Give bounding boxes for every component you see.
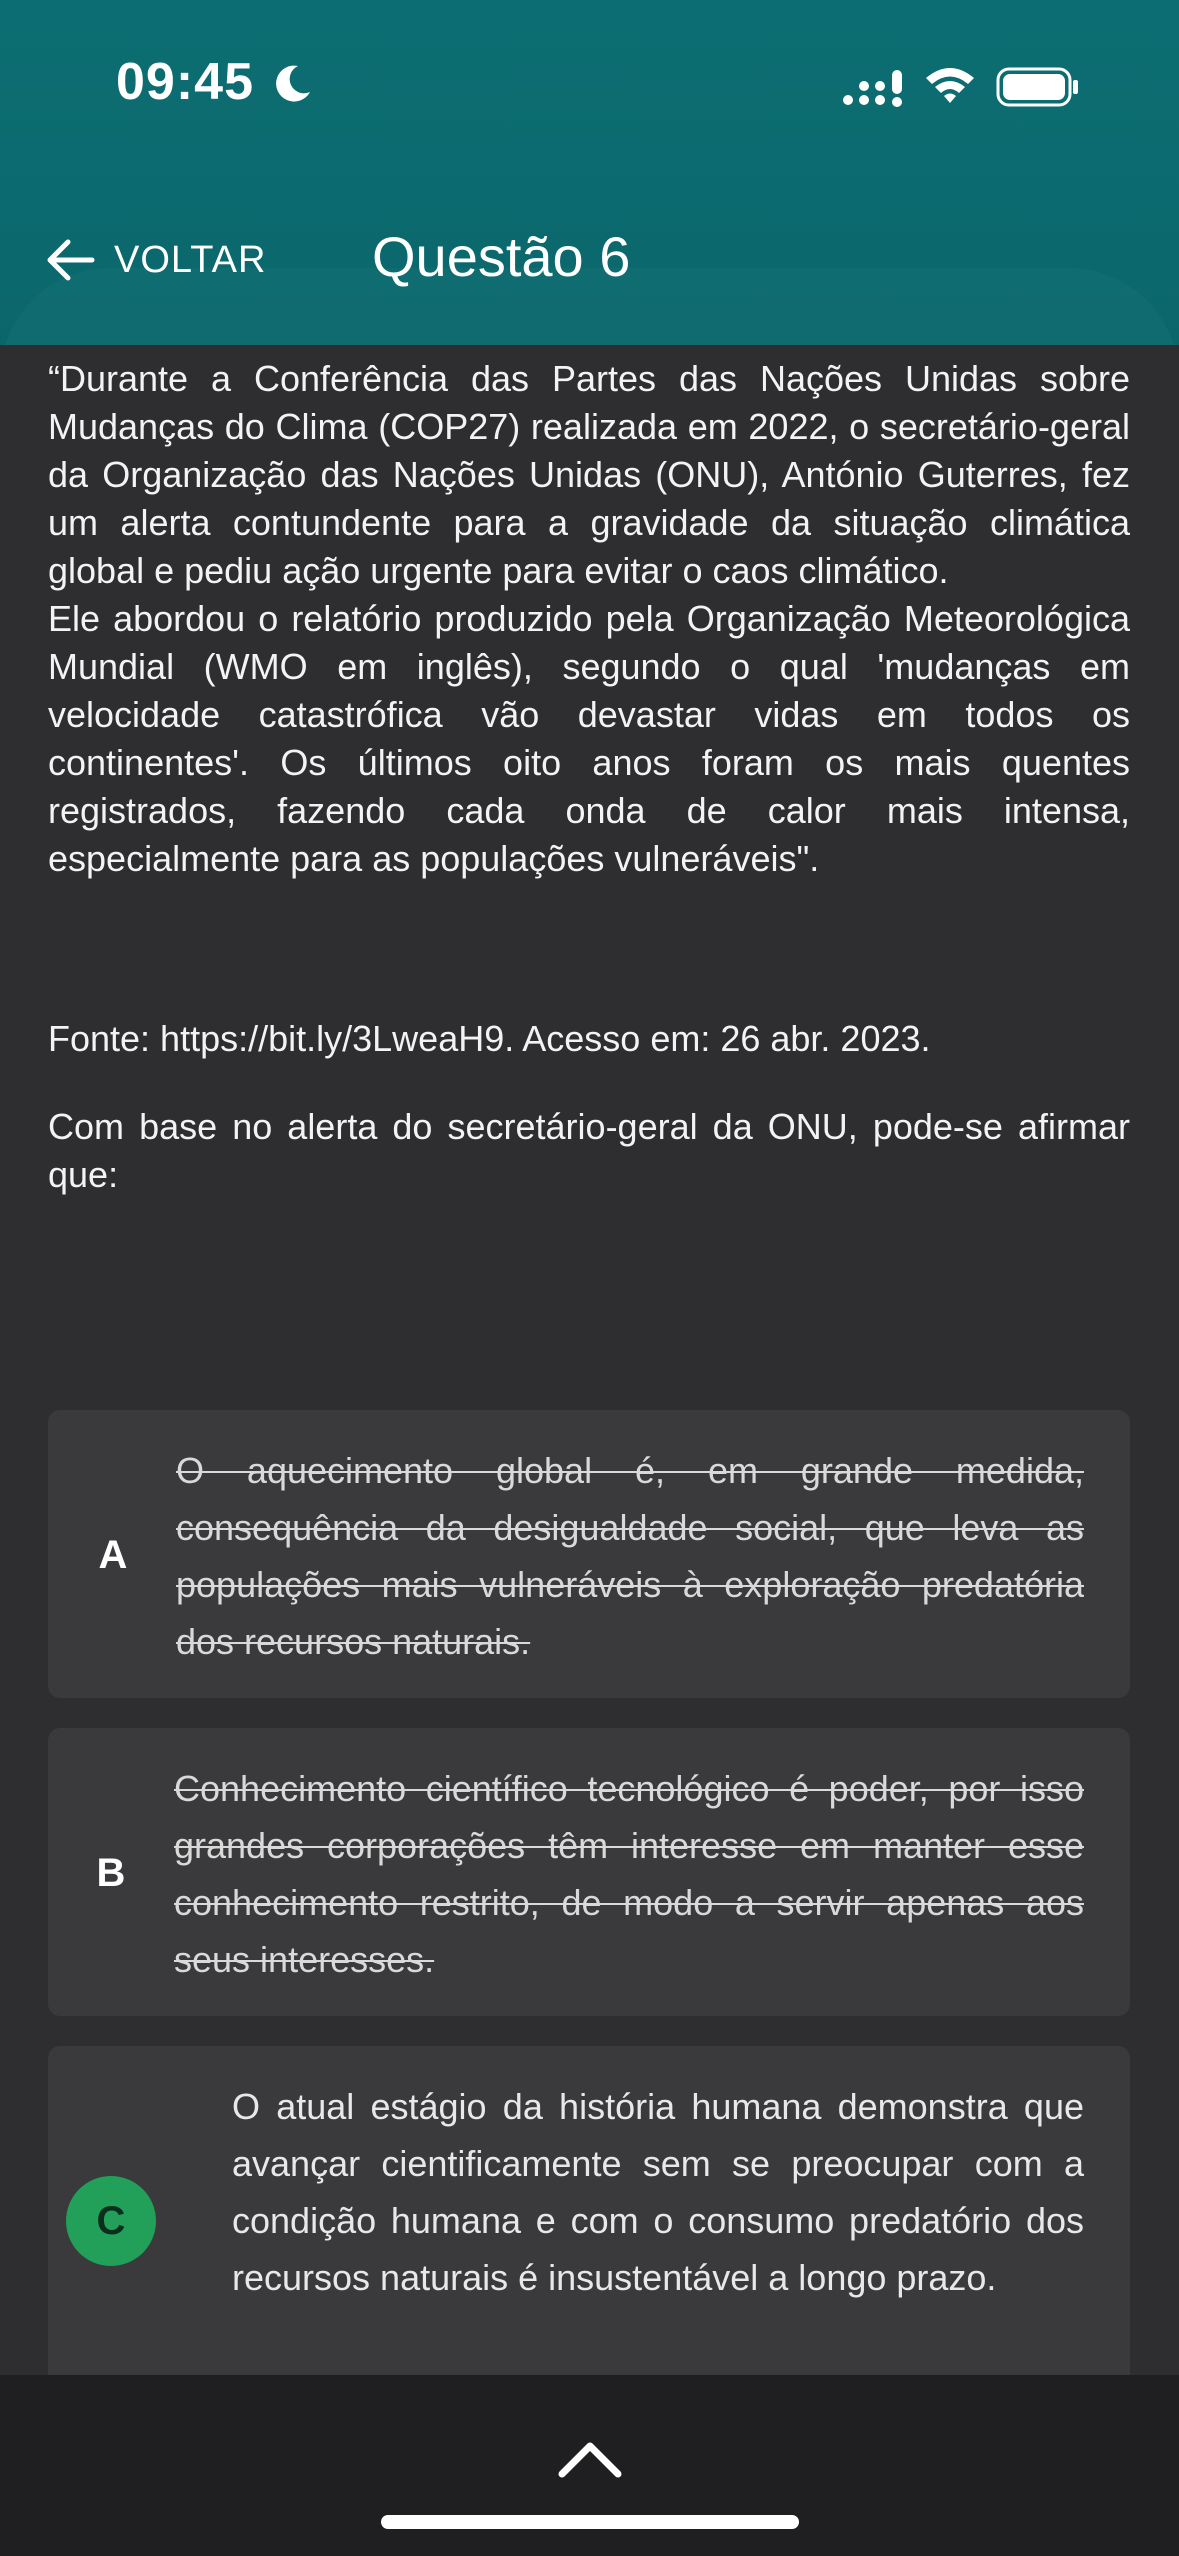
option-text: O aquecimento global é, em grande medida, consequência da desigualdade social, que leva as populações mais vulneráveis à exploração predatória dos recursos naturais. xyxy=(176,1450,1084,1662)
back-button[interactable] xyxy=(40,225,266,295)
status-time: 09:45 xyxy=(116,53,254,111)
page-title: Questão 6 xyxy=(372,225,631,288)
wifi-icon xyxy=(922,64,978,108)
moon-icon xyxy=(270,62,314,106)
option-text: Conhecimento científico tecnológico é poder, por isso grandes corporações têm interesse em manter esse conhecimento restrito, de modo a servir apenas aos seus interesses. xyxy=(174,1768,1084,1980)
question-prompt: Com base no alerta do secretário-geral da ONU, pode-se afirmar que: xyxy=(48,1106,1130,1195)
home-indicator[interactable] xyxy=(381,2515,799,2529)
header xyxy=(0,0,1179,345)
passage-paragraph: “Durante a Conferência das Partes das Nações Unidas sobre Mudanças do Clima (COP27) realizada em 2022, o secretário-geral da Organização das Nações Unidas (ONU), António Guterres, fez um alerta contundente para a gravidade da situação climática global e pediu ação urgente para evitar o caos climático. xyxy=(48,358,1130,591)
signal-icon xyxy=(842,66,906,110)
option-letter: B xyxy=(96,1851,126,1895)
question-passage xyxy=(48,355,1130,883)
passage-paragraph: Ele abordou o relatório produzido pela Organização Meteorológica Mundial (WMO em inglês), segundo o qual 'mudanças em velocidade catastrófica vão devastar vidas em todos os continentes'. Os últimos oito anos foram os mais quentes registrados, fazendo cada onda de calor mais intensa, especialmente para as populações vulneráveis". xyxy=(48,598,1130,879)
option-letter-selected: C xyxy=(66,2176,156,2266)
chevron-up-icon[interactable] xyxy=(556,2438,624,2482)
passage-source: Fonte: https://bit.ly/3LweaH9. Acesso em: 26 abr. 2023. xyxy=(48,1018,931,1059)
question-content xyxy=(48,355,1130,1199)
back-label: VOLTAR xyxy=(114,238,267,281)
battery-icon xyxy=(996,66,1080,108)
back-arrow-icon xyxy=(40,230,100,290)
option-c[interactable] xyxy=(48,2046,1130,2386)
option-a[interactable] xyxy=(48,1410,1130,1698)
option-b[interactable] xyxy=(48,1728,1130,2016)
option-letter: A xyxy=(98,1533,128,1577)
option-text: O atual estágio da história humana demonstra que avançar cientificamente sem se preocupar com a condição humana e com o consumo predatório dos recursos naturais é insustentável a longo prazo. xyxy=(232,2086,1084,2298)
